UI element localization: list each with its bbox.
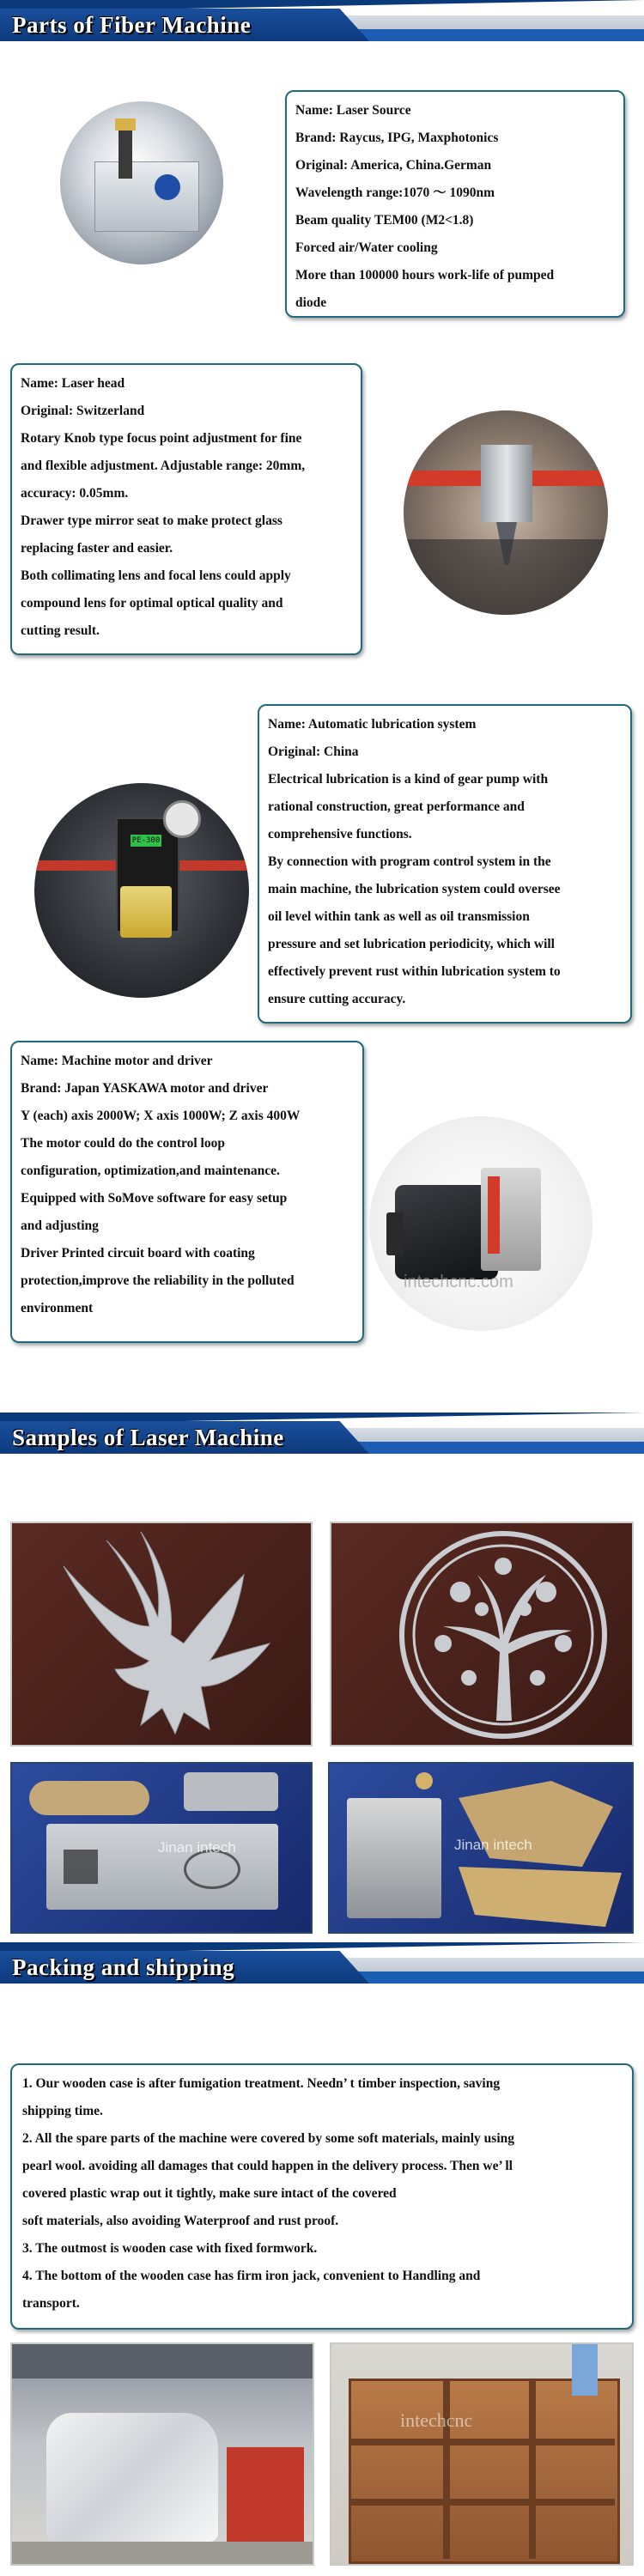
crate-watermark: intechcnc (400, 2409, 473, 2431)
lubrication-line: ensure cutting accuracy. (268, 992, 406, 1006)
laser-head-line: Rotary Knob type focus point adjustment for fine (21, 431, 302, 446)
motor-line: environment (21, 1301, 94, 1315)
lubrication-line: Name: Automatic lubrication system (268, 717, 477, 732)
laser-head-line: replacing faster and easier. (21, 541, 173, 556)
laser-source-line: Original: America, China.German (295, 158, 492, 173)
lubrication-line: effectively prevent rust within lubrication system to (268, 964, 561, 979)
laser-head-box (10, 363, 362, 655)
laser-source-line: Beam quality TEM00 (M2<1.8) (295, 213, 474, 228)
lubrication-line: main machine, the lubrication system could oversee (268, 882, 561, 896)
laser-source-line: diode (295, 295, 327, 310)
motor-photo (369, 1116, 592, 1331)
packing-line: 2. All the spare parts of the machine were covered by some soft materials, mainly using (22, 2131, 515, 2146)
laser-head-line: Drawer type mirror seat to make protect glass (21, 513, 283, 528)
tree-shape (331, 1523, 634, 1747)
laser-source-box (285, 90, 625, 318)
laser-head-line: and flexible adjustment. Adjustable range: 20mm, (21, 459, 306, 473)
parts-title: Parts of Fiber Machine (12, 12, 252, 38)
laser-source-line: Wavelength range:1070 ～ 1090nm (295, 185, 495, 200)
samples-banner (0, 1413, 644, 1464)
motor-line: Brand: Japan YASKAWA motor and driver (21, 1081, 269, 1096)
motor-line: Name: Machine motor and driver (21, 1054, 213, 1068)
packing-line: covered plastic wrap out it tightly, make sure intact of the covered (22, 2186, 397, 2201)
lubrication-line: By connection with program control system in the (268, 854, 551, 869)
sample-eagle-photo (10, 1522, 313, 1747)
samples-title: Samples of Laser Machine (12, 1425, 284, 1450)
sample-tree-photo (330, 1522, 634, 1747)
packing-line: shipping time. (22, 2104, 103, 2118)
motor-box (10, 1041, 364, 1343)
packing-line: soft materials, also avoiding Waterproof and rust proof. (22, 2214, 339, 2228)
packing-line: 3. The outmost is wooden case with fixed formwork. (22, 2241, 318, 2256)
motor-line: The motor could do the control loop (21, 1136, 225, 1151)
laser-head-line: accuracy: 0.05mm. (21, 486, 129, 501)
motor-line: Equipped with SoMove software for easy setup (21, 1191, 288, 1206)
packing-crate-photo (330, 2342, 634, 2566)
laser-source-line: More than 100000 hours work-life of pumped (295, 268, 555, 283)
lubrication-line: oil level within tank as well as oil transmission (268, 909, 530, 924)
packing-wrapped-photo (10, 2342, 314, 2566)
lubrication-photo (34, 783, 249, 998)
laser-head-photo (404, 410, 608, 615)
laser-head-line: Name: Laser head (21, 376, 125, 391)
laser-source-line: Forced air/Water cooling (295, 240, 438, 255)
lube-label: PE-300 (131, 836, 161, 845)
packing-title: Packing and shipping (12, 1954, 235, 1980)
laser-head-line: cutting result. (21, 623, 100, 638)
parts-banner (0, 0, 644, 52)
sample-plate-photo-2 (328, 1762, 634, 1934)
motor-line: Y (each) axis 2000W; X axis 1000W; Z axis 400W (21, 1109, 301, 1123)
lubrication-box (258, 704, 632, 1024)
packing-line: 1. Our wooden case is after fumigation treatment. Needn’ t timber inspection, saving (22, 2076, 501, 2091)
packing-line: 4. The bottom of the wooden case has firm iron jack, convenient to Handling and (22, 2269, 481, 2283)
motor-line: Driver Printed circuit board with coating (21, 1246, 255, 1261)
sample-plate-photo-1 (10, 1762, 313, 1934)
packing-banner (0, 1942, 644, 1994)
sample-watermark-2: Jinan intech (454, 1837, 532, 1853)
laser-head-line: Original: Switzerland (21, 404, 145, 418)
lubrication-line: Electrical lubrication is a kind of gear pump with (268, 772, 549, 787)
motor-line: protection,improve the reliability in the polluted (21, 1273, 295, 1288)
laser-head-line: compound lens for optimal optical quality and (21, 596, 283, 611)
lubrication-line: comprehensive functions. (268, 827, 412, 841)
packing-line: transport. (22, 2296, 80, 2311)
laser-source-line: Brand: Raycus, IPG, Maxphotonics (295, 131, 499, 145)
motor-line: and adjusting (21, 1218, 99, 1233)
lubrication-line: pressure and set lubrication periodicity, which will (268, 937, 555, 951)
packing-box (10, 2063, 634, 2330)
lubrication-line: Original: China (268, 744, 359, 759)
lubrication-line: rational construction, great performance and (268, 799, 525, 814)
laser-head-line: Both collimating lens and focal lens could apply (21, 568, 291, 583)
motor-line: configuration, optimization,and maintenance. (21, 1163, 280, 1178)
motor-watermark: intechcnc.com (404, 1273, 513, 1291)
packing-line: pearl wool. avoiding all damages that could happen in the delivery process. Then we’ ll (22, 2159, 513, 2173)
laser-source-photo (60, 101, 223, 264)
eagle-shape (12, 1523, 313, 1747)
laser-source-line: Name: Laser Source (295, 103, 411, 118)
sample-watermark-1: Jinan intech (158, 1839, 236, 1856)
